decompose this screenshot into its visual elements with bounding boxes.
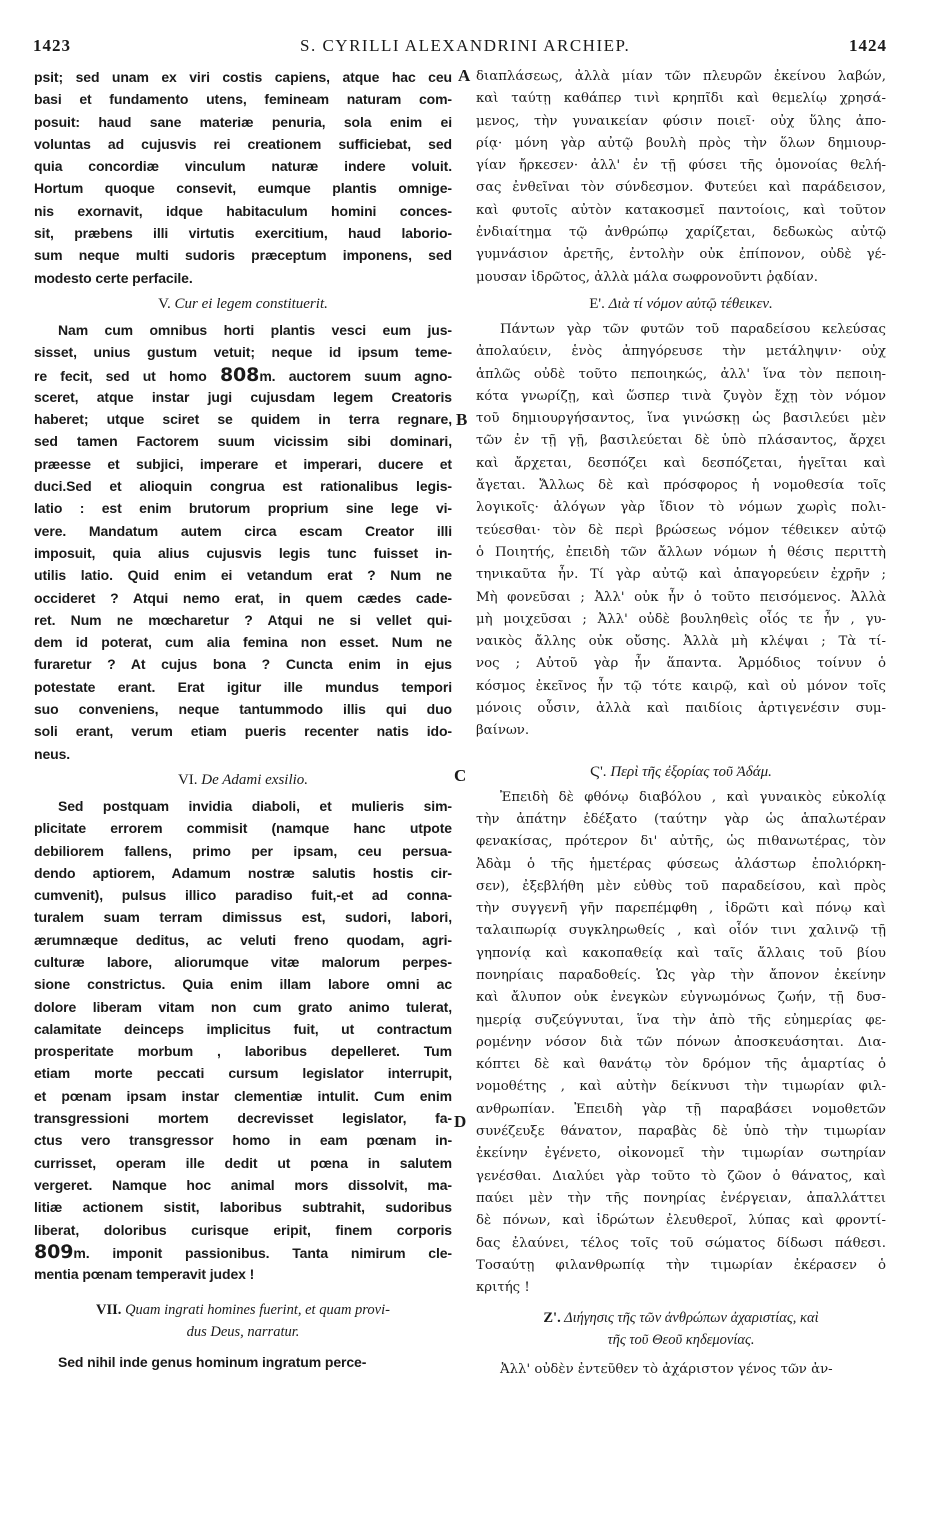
latin-paragraph-2 (34, 386, 452, 765)
greek-line: ταλαιπωρίᾳ συγκληρωθείς , καὶ οἷόν τινι χαλινῷ τῇ (476, 923, 886, 939)
column-number-suffix: m. (73, 1244, 90, 1261)
latin-line: sione constrictus. Quia enim illam labore omni ac (34, 976, 452, 993)
heading-number: Ε'. (589, 295, 605, 312)
latin-line: ærumnæque deditus, ac veluti freno quodam, agri- (34, 931, 452, 948)
greek-line: κότα γνωρίζῃ, καὶ ὥσπερ τινὰ ζυγὸν ἔχῃ τὸν νόμον (476, 388, 886, 404)
margin-marker-d: D (454, 1112, 467, 1131)
greek-line: νος ; Αὐτοῦ γὰρ ἦν ἅπαντα. Ἁρμόδιος τοίνυν ὁ (476, 656, 886, 672)
heading-text: Quam ingrati homines fuerint, et quam provi- (125, 1302, 390, 1319)
latin-heading-vi (34, 765, 452, 795)
latin-line: vergeret. Namque hoc animal mors dissolvit, ma- (34, 1176, 452, 1193)
greek-line: Μὴ φονεῦσαι ; Ἀλλ' οὐκ ἦν ὁ τοῦτο πεισόμενος. Ἀλλὰ (476, 589, 886, 605)
latin-line: calamitate deinceps implicitus fuit, ut contractum (34, 1020, 452, 1037)
latin-line: dolore liberam vitam non cum grato animo tulerat, (34, 998, 452, 1015)
latin-line-with-column-number (34, 1241, 452, 1263)
latin-line: sed tamen Factorem suum vicissim sibi dominari, (34, 433, 452, 450)
greek-line: ἐκείνην ἐγένετο, οἰκονομεῖ τὴν τιμωρίαν σωτηρίαν (476, 1146, 886, 1162)
greek-line: τῶν ἐν τῇ γῇ, βασιλεύεται δὲ ὑπὸ πλάσαντος, ἄρχει (476, 433, 886, 449)
latin-line: latio : est enim brutorum proprium sine lege vi- (34, 500, 452, 517)
greek-heading-e (476, 289, 886, 319)
column-number-809: 809 (34, 1240, 74, 1263)
greek-line: κόπτει δὲ καὶ θανάτῳ τὸν δρόμον τῆς ἁμαρτίας ὁ (476, 1057, 886, 1073)
greek-line: παύει μὲν τὴν τῆς πονηρίας ἐνέργειαν, ἀπαλλάττει (476, 1190, 886, 1206)
latin-line: sum neque multi sudoris præceptum imponens, sed (34, 247, 452, 264)
latin-line: Sed nihil inde genus hominum ingratum perce- (58, 1354, 367, 1371)
latin-line: etiam morte peccati cursum legislator interrupit, (34, 1065, 452, 1082)
greek-line: δὲ πόνων, καὶ ἱδρώτων ἐλευθεροῖ, λύπας καὶ φροντί- (476, 1213, 886, 1229)
latin-line: neus. (34, 745, 71, 762)
greek-line: τεύεσθαι· τὸν δὲ περὶ βρώσεως νόμον τέθεικεν αὐτῷ (476, 522, 886, 538)
latin-line: haberet; utque sciret se quidem in terra regnare, (34, 411, 452, 428)
latin-line: basi et fundamento utens, femineam naturam com- (34, 91, 452, 108)
latin-line: plicitate errorem commisit (namque hanc utpote (34, 820, 452, 837)
greek-line: διαπλάσεως, ἀλλὰ μίαν τῶν πλευρῶν ἐκείνου λαβών, (476, 69, 886, 84)
greek-line: ρομένην νόσον διὰ τῶν πόνων ἀποσκευάσηται. Δια- (476, 1034, 886, 1050)
line-text: auctorem suum agno- (275, 367, 452, 384)
latin-line: soli erant, verum etiam pueris recenter natis ido- (34, 723, 452, 740)
greek-line: ανθρωπίαν. Ἐπειδὴ γὰρ τῇ παραβάσει νομοθετῶν (476, 1101, 886, 1117)
margin-marker-a: A (458, 66, 471, 85)
greek-line: ἀπολαύειν, ἑνὸς ἀπηγόρευσε τὴν μετάληψιν· οὐχ (476, 344, 886, 360)
latin-line: currisset, operam ille dedit ut pœna in salutem (34, 1154, 452, 1171)
greek-line: λογικοῖς· ἀλόγων γὰρ ἴδιον τὸ νόμων χωρὶς πολι- (476, 500, 886, 516)
latin-line: nis exornavit, idque habitaculum homini conces- (34, 202, 452, 219)
heading-text: De Adami exsilio. (201, 771, 309, 788)
latin-line: culturæ labore, aliorumque vitæ malorum perpes- (34, 953, 452, 970)
latin-line: potestate erant. Erat igitur ille mundus tempori (34, 678, 452, 695)
greek-line: ναικὸς ἄλλης οὐκ οὔσης. Ἀλλὰ μὴ κλέψαι ; Τὰ τί- (476, 634, 886, 650)
heading-text: Περὶ τῆς ἐξορίας τοῦ Ἀδάμ. (610, 763, 772, 780)
greek-paragraph-1 (476, 66, 886, 289)
column-number-suffix: m. (259, 367, 276, 384)
greek-line: κόσμος ἐκεῖνος ἦν τῷ τότε καιρῷ, καὶ οὐ μόνον τοῖς (476, 678, 886, 694)
greek-line: καὶ φυτοῖς αὐτὸν κατακοσμεῖ παντοίοις, καὶ τοῦτον (476, 202, 886, 218)
latin-line: utilis latio. Quid enim ei vetandum erat ? Num ne (34, 567, 452, 584)
greek-line: ἁπλῶς οὐδὲ τοῦτο πεποιηκώς, ἀλλ' ἵνα τὸν πεποιη- (476, 366, 886, 382)
greek-line: γενέσθαι. Διαλύει γὰρ τοῦτο τὸ ζῶον ὁ θάνατος, καὶ (476, 1168, 886, 1184)
latin-line: vere. Mandatum autem circa escam Creator illi (34, 522, 452, 539)
greek-line: νομοθέτης , καὶ αὐτὴν δείκνυσι τὴν τιμωρίαν φιλ- (476, 1079, 886, 1095)
latin-line: voluntas ad cujusvis rei creationem sufficiebat, sed (34, 135, 452, 152)
greek-line: σεν), ἐξεβλήθη μὲν εὐθὺς τοῦ παραδείσου, καὶ πρὸς (476, 878, 886, 894)
greek-line: καὶ ἄρχεται, δεσπόζει καὶ δεσπόζεται, ἡγεῖται καὶ (476, 455, 886, 471)
greek-heading-z (476, 1307, 886, 1329)
latin-line: Hortum quoque consevit, eumque plantis omnige- (34, 180, 452, 197)
greek-line: ἐνδιαίτημα τῷ ἀνθρώπῳ χαρίζεται, δεδωκὼς αὐτῷ (476, 225, 886, 241)
margin-marker-c: C (454, 766, 467, 785)
greek-heading-stigma (476, 757, 886, 787)
greek-line: δας ἐλαύνει, τέλος τοῖς τοῦ σώματος δίδωσι πάθεσι. (476, 1235, 886, 1251)
right-page-number: 1424 (849, 36, 887, 55)
latin-column (34, 66, 452, 1374)
heading-number: VII. (96, 1302, 122, 1319)
greek-line: πονηρίαις παραδοθείς. Ὡς γὰρ τὴν ἄπονον ἐκείνην (476, 967, 886, 983)
latin-line: mentia pœnam temperavit judex ! (34, 1266, 255, 1283)
latin-line: cumvenit), pulsus illico paradiso fuit,-et ad conna- (34, 887, 452, 904)
latin-line: occideret ? Atqui nemo erat, in quem cædes cade- (34, 589, 452, 606)
latin-line: ret. Num ne mœcharetur ? Atqui ne si vellet qui- (34, 611, 452, 628)
greek-line: συνέζευξε θάνατον, παραβὰς δὲ ὑπὸ τὴν τιμωρίαν (476, 1124, 886, 1140)
latin-heading-vii (34, 1299, 452, 1321)
latin-line: duci.Sed et alioquin congrua est rationalibus legis- (34, 478, 452, 495)
greek-line: γίαν ἤρκεσεν· ἀλλ' ἐν τῇ φύσει τῆς ὁμονοίας θελή- (476, 158, 886, 174)
greek-line: Ἐπειδὴ δὲ φθόνῳ διαβόλου , καὶ γυναικὸς εὐκολίᾳ (500, 789, 886, 805)
greek-line: γυμνάσιον ἀρετῆς, ἐντολὴν οὐκ ἐπίπονον, οὐδὲ γέ- (476, 247, 886, 263)
latin-line: sit, præbens illi virtutis exercitium, haud laborio- (34, 225, 452, 242)
greek-line: μενος, τὴν γυναικείαν φύσιν ποιεῖ· οὐχ ὕλης ἀπο- (476, 113, 886, 129)
latin-line: quia concordiæ vinculum naturæ indere voluit. (34, 158, 452, 175)
latin-line: prosperitate morbum , laboribus depelleret. Tum (34, 1043, 452, 1060)
greek-line: τηνικαῦτα ἦν. Τί γὰρ αὐτῷ καὶ ἀπαγορεύειν ἐχρῆν ; (476, 567, 886, 583)
heading-text: Διήγησις τῆς τῶν ἀνθρώπων ἀχαριστίας, καὶ (564, 1310, 819, 1327)
line-text: imponit passionibus. Tanta nimirum cle- (89, 1244, 452, 1261)
latin-heading-v (34, 289, 452, 319)
greek-paragraph-2 (476, 319, 886, 743)
latin-line: imposuit, quia alius cujusvis legis tunc fuisset in- (34, 544, 452, 561)
latin-line-with-column-number (34, 364, 452, 386)
latin-line: psit; sed unam ex viri costis capiens, atque hac ceu (34, 69, 452, 85)
latin-line: furaretur ? At cujus bona ? Cuncta enim in ejus (34, 656, 452, 673)
heading-number: Ϛ'. (590, 763, 607, 780)
greek-line: τοῦ δημιουργήσαντος, ἵνα γινώσκῃ ὡς βασιλεύει μὲν (476, 411, 886, 427)
greek-line: καὶ ταύτῃ καθάπερ τινὶ κρηπῖδι καὶ θεμελίῳ χρησά- (476, 91, 886, 107)
greek-line: τὴν συγγενῆ γῆν παρεπέμφθη , ἱδρῶτι καὶ πόνῳ καὶ (476, 901, 886, 917)
greek-line: σας ἐνθεῖναι τὸν σύνδεσμον. Φυτεύει καὶ παράδεισον, (476, 180, 886, 196)
latin-line: Sed postquam invidia diaboli, et mulieris sim- (58, 797, 452, 814)
greek-line: τὴν ἀπάτην ἐδέξατο (ταύτην γὰρ ὡς ἁπαλωτέραν (476, 811, 886, 827)
greek-line: γηπονίᾳ καὶ κακοπαθείᾳ καὶ ταῖς ἄλλαις τοῦ βίου (476, 945, 886, 961)
greek-line: μόνοις οὖσιν, ἀλλὰ καὶ παιδίοις ἀρτιγενέσιν συμ- (476, 701, 886, 717)
page-header (0, 36, 927, 60)
line-text: re fecit, sed ut homo (34, 367, 220, 384)
latin-paragraph-3 (34, 795, 452, 1241)
latin-line: transgressioni mortem decrevisset legislator, fa- (34, 1110, 452, 1127)
latin-heading-vii-line2: dus Deus, narratur. (186, 1324, 300, 1341)
greek-line: ἄγεται. Ἄλλως δὲ καὶ πρόσφορος ἡ νομοθεσία τοῖς (476, 478, 886, 494)
greek-column (476, 66, 886, 1382)
latin-line: sisset, unius gustum vetuit; neque id ipsum teme- (34, 344, 452, 361)
latin-line: Nam cum omnibus horti plantis vesci eum jus- (58, 321, 452, 338)
column-number-808: 808 (219, 363, 260, 386)
heading-number: VI. (177, 771, 198, 788)
greek-heading-z-line2: τῆς τοῦ Θεοῦ κηδεμονίας. (607, 1332, 755, 1349)
greek-line: Πάντων γὰρ τῶν φυτῶν τοῦ παραδείσου κελεύσας (500, 321, 886, 337)
greek-line: ρίᾳ· μόνη γὰρ αὐτῷ βουλὴ πρὸς τὴν ὅλων δημιουρ- (476, 135, 886, 151)
latin-line: sceret, atque instar jugi cujusdam legem Creatoris (34, 388, 452, 405)
greek-line: βαίνων. (476, 723, 530, 739)
latin-line: liberat, doloribus curisque eripit, finem corporis (34, 1221, 452, 1238)
latin-line: posuit: haud sane materiæ penuria, sola enim ei (34, 113, 452, 130)
greek-line: μουσαν ἱδρῶτος, ἀλλὰ μάλα σωφρονοῦντι ῥᾳδίαν. (476, 269, 818, 285)
latin-line: dendo aptiorem, Adamum nostræ salutis hostis cir- (34, 864, 452, 881)
latin-paragraph-1 (34, 66, 452, 289)
latin-line: modesto certe perfacile. (34, 269, 193, 286)
greek-line: Ἀδὰμ ὁ τῆς ἡμετέρας φύσεως ἀλάστωρ ἐπολιόρκη- (476, 856, 886, 872)
heading-text: Cur ei legem constituerit. (174, 295, 328, 312)
latin-line: dem id poterat, cum alia femina non esset. Num ne (34, 634, 452, 651)
latin-line: et pœnam ipsam instar clementiæ intulit. Cum enim (34, 1087, 452, 1104)
greek-line: Ἀλλ' οὐδὲν ἐντεῦθεν τὸ ἀχάριστον γένος τῶν ἀν- (500, 1362, 833, 1378)
greek-line: ημερίᾳ συζεύγνυται, ἵνα τὴν ἀπὸ τῆς εὐημερίας φε- (476, 1012, 886, 1028)
latin-line: debiliorem fallens, primo per ipsam, ceu persua- (34, 842, 452, 859)
greek-line: Τοσαύτῃ φιλανθρωπίᾳ τὴν τιμωρίαν ἐκέρασεν ὁ (476, 1257, 886, 1273)
greek-line: μὴ μοιχεῦσαι ; Ἀλλ' οὐδὲ βουληθεὶς οἷός τε ἦν , γυ- (476, 611, 886, 627)
latin-line: turalem suam terram dimissus est, sudori, labori, (34, 909, 452, 926)
greek-line: κριτής ! (476, 1280, 530, 1296)
margin-marker-b: B (456, 410, 468, 429)
greek-line: καὶ ἄλυπον οὐκ ἐνεγκὼν εὐγνωμόνως ζωήν, τῇ δυσ- (476, 990, 886, 1006)
running-title: S. CYRILLI ALEXANDRINI ARCHIEP. (300, 36, 631, 55)
latin-line: præesse et subjici, imperare et imperari, ducere et (34, 455, 452, 472)
heading-number: V. (158, 295, 171, 312)
latin-line: litiæ actionem sistit, laboribus subtrahit, sudoribus (34, 1199, 452, 1216)
latin-line: suo conveniens, neque tantummodo illis qui duo (34, 701, 452, 718)
greek-line: ὁ Ποιητής, ἐπειδὴ τῶν ἄλλων νόμων ἡ θέσις περιττὴ (476, 544, 886, 560)
latin-line: ctus vero transgressor homo in eam pœnam in- (34, 1132, 452, 1149)
heading-number: Ζ'. (543, 1310, 561, 1327)
left-page-number: 1423 (33, 36, 71, 55)
greek-paragraph-3 (476, 787, 886, 1300)
greek-line: φενακίσας, πρότερον δι' αὐτῆς, ὡς πιθανωτέρας, τὸν (476, 834, 886, 850)
heading-text: Διὰ τί νόμον αὐτῷ τέθεικεν. (608, 295, 773, 312)
